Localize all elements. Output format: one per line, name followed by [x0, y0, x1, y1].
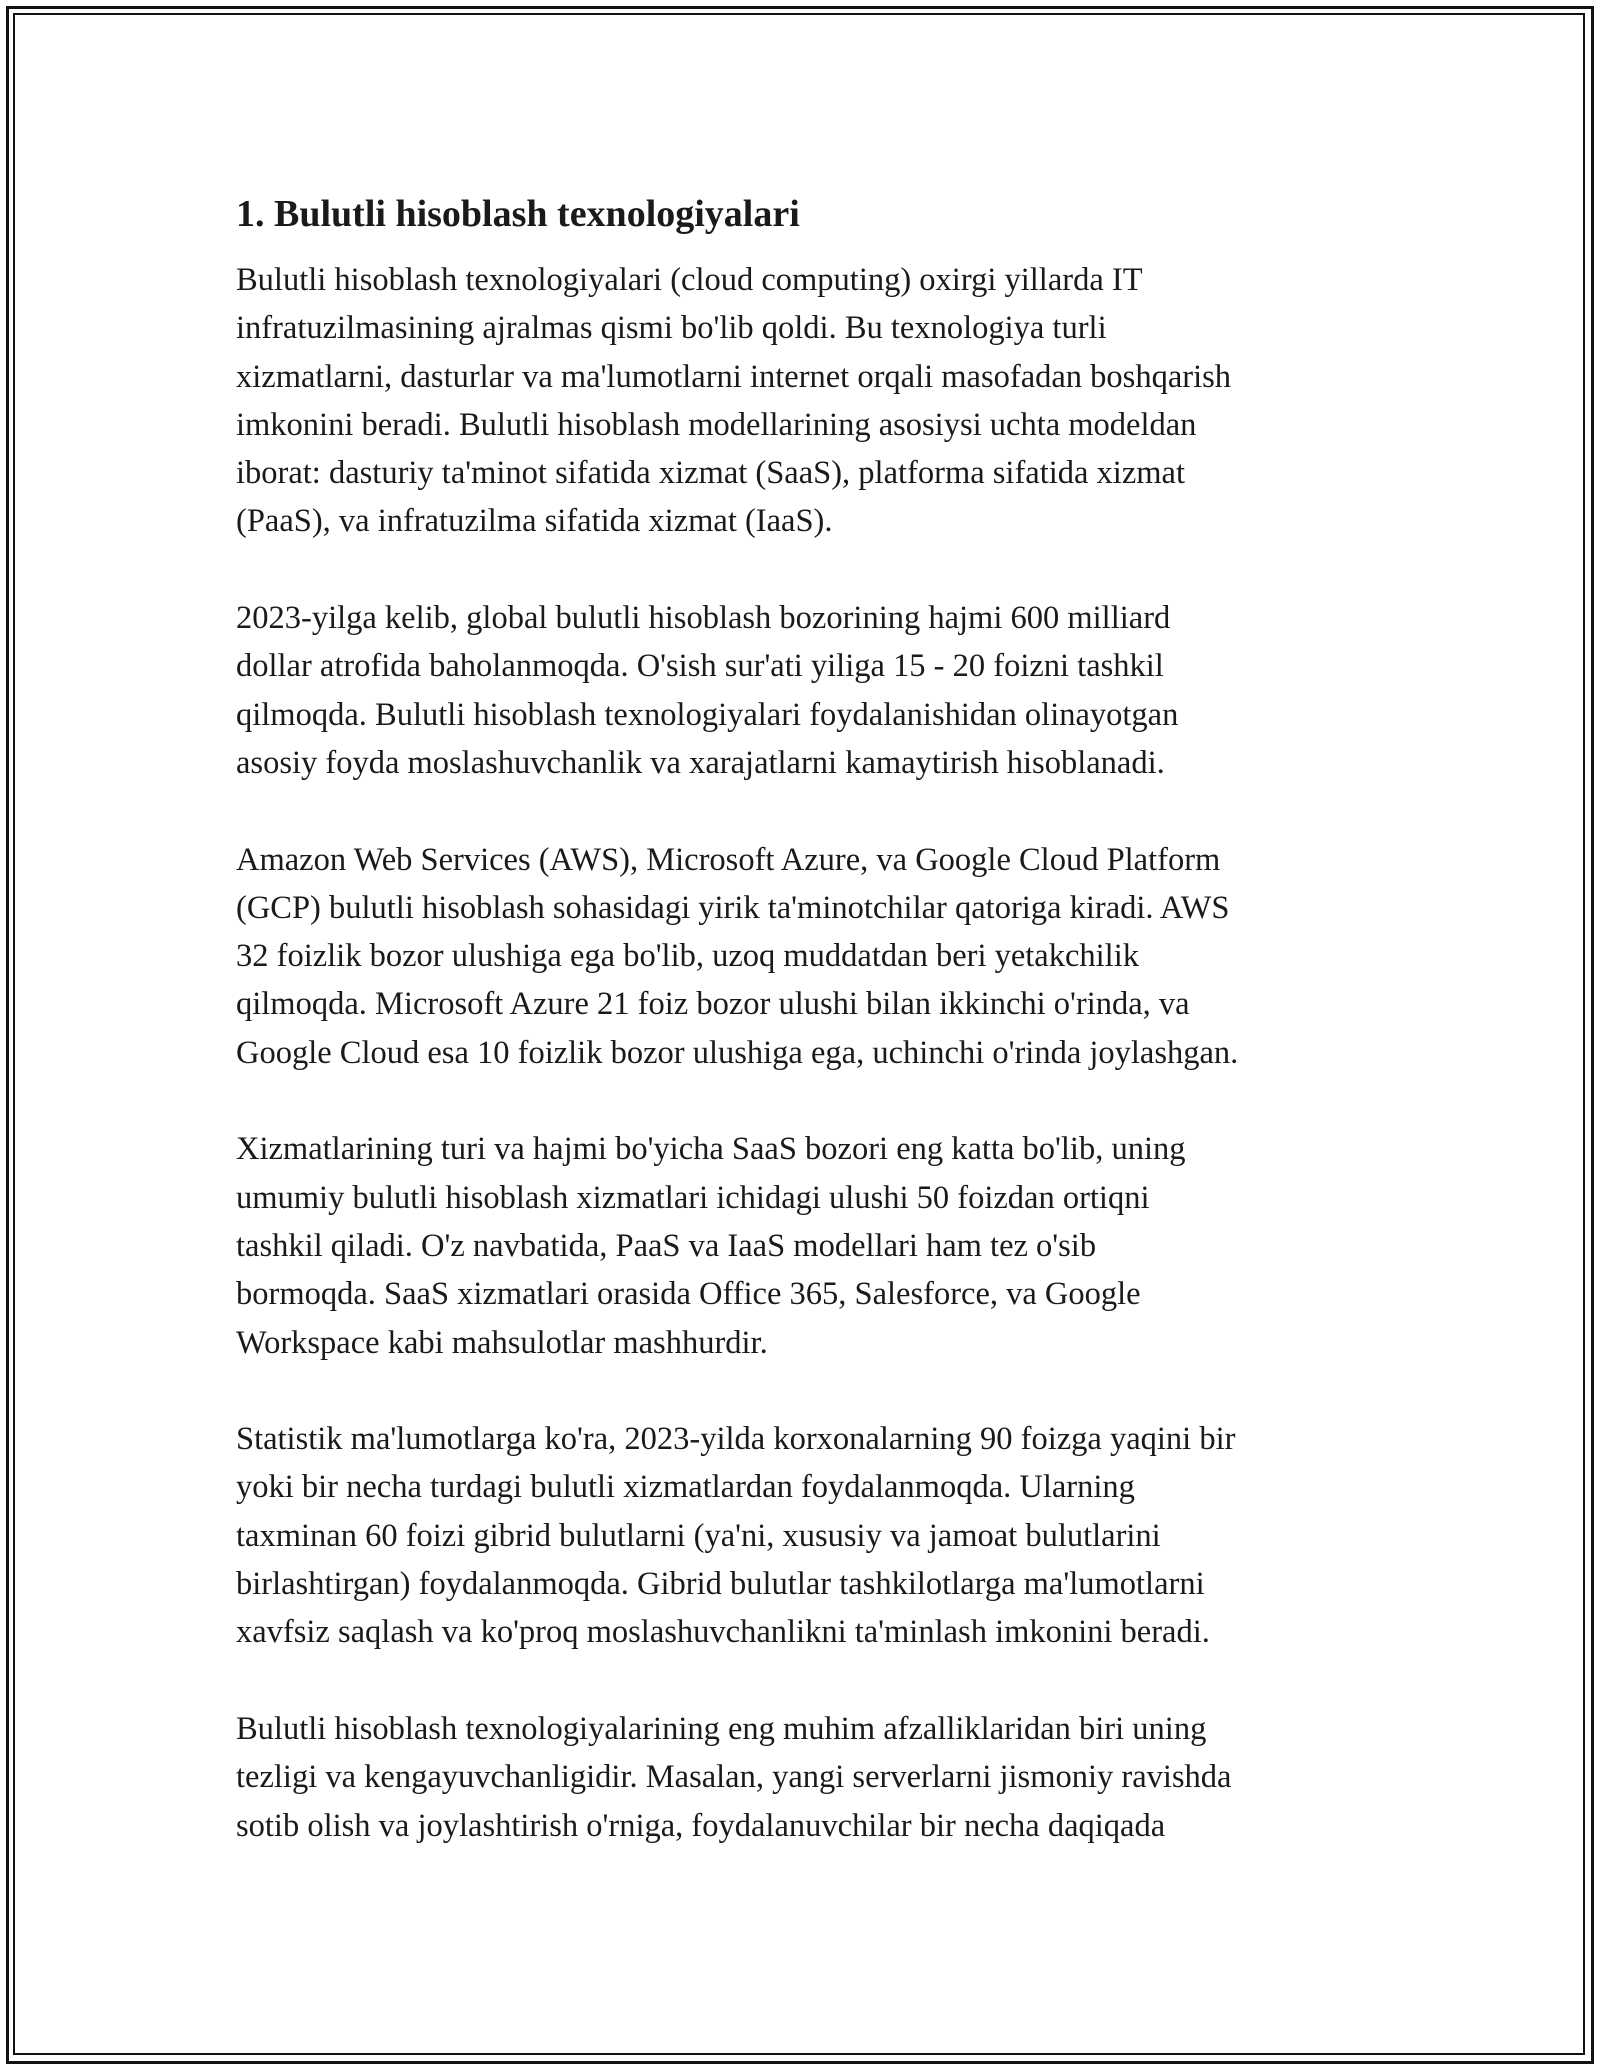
section-heading: 1. Bulutli hisoblash texnologiyalari	[236, 193, 800, 235]
document-page	[236, 186, 1376, 1898]
paragraph-2: 2023-yilga kelib, global bulutli hisoblash bozorining hajmi 600 milliard dollar atrofida baholanmoqda. O'sish sur'ati yiliga 15 - 20 foizni tashkil qilmoqda. Bulutli hisoblash texnologiyalari foydalanishidan olinayotgan asosiy foyda moslashuvchanlik va xarajatlarni kamaytirish hisoblanadi.	[236, 600, 1179, 781]
paragraph-3: Amazon Web Services (AWS), Microsoft Azure, va Google Cloud Platform (GCP) bulutli hisoblash sohasidagi yirik ta'minotchilar qatoriga kiradi. AWS 32 foizlik bozor ulushiga ega bo'lib, uzoq muddatdan beri yetakchilik qilmoqda. Microsoft Azure 21 foiz bozor ulushi bilan ikkinchi o'rinda, va Google Cloud esa 10 foizlik bozor ulushiga ega, uchinchi o'rinda joylashgan.	[236, 841, 1239, 1071]
paragraph-5: Statistik ma'lumotlarga ko'ra, 2023-yilda korxonalarning 90 foizga yaqini bir yoki bir necha turdagi bulutli xizmatlardan foydalanmoqda. Ularning taxminan 60 foizi gibrid bulutlarni (ya'ni, xususiy va jamoat bulutlarini birlashtirgan) foydalanmoqda. Gibrid bulutlar tashkilotlarga ma'lumotlarni xavfsiz saqlash va ko'proq moslashuvchanlikni ta'minlash imkonini beradi.	[236, 1421, 1236, 1651]
paragraph-4: Xizmatlarining turi va hajmi bo'yicha SaaS bozori eng katta bo'lib, uning umumiy bulutli hisoblash xizmatlari ichidagi ulushi 50 foizdan ortiqni tashkil qiladi. O'z navbatida, PaaS va IaaS modellari ham tez o'sib bormoqda. SaaS xizmatlari orasida Office 365, Salesforce, va Google Workspace kabi mahsulotlar mashhurdir.	[236, 1131, 1186, 1361]
paragraph-1: Bulutli hisoblash texnologiyalari (cloud computing) oxirgi yillarda IT infratuzilmasining ajralmas qismi bo'lib qoldi. Bu texnologiya turli xizmatlarni, dasturlar va ma'lumotlarni internet orqali masofadan boshqarish imkonini beradi. Bulutli hisoblash modellarining asosiysi uchta modeldan iborat: dasturiy ta'minot sifatida xizmat (SaaS), platforma sifatida xizmat (PaaS), va infratuzilma sifatida xizmat (IaaS).	[236, 262, 1231, 540]
paragraph-6: Bulutli hisoblash texnologiyalarining eng muhim afzalliklaridan biri uning tezligi va kengayuvchanligidir. Masalan, yangi serverlarni jismoniy ravishda sotib olish va joylashtirish o'rniga, foydalanuvchilar bir necha daqiqada	[236, 1710, 1232, 1844]
